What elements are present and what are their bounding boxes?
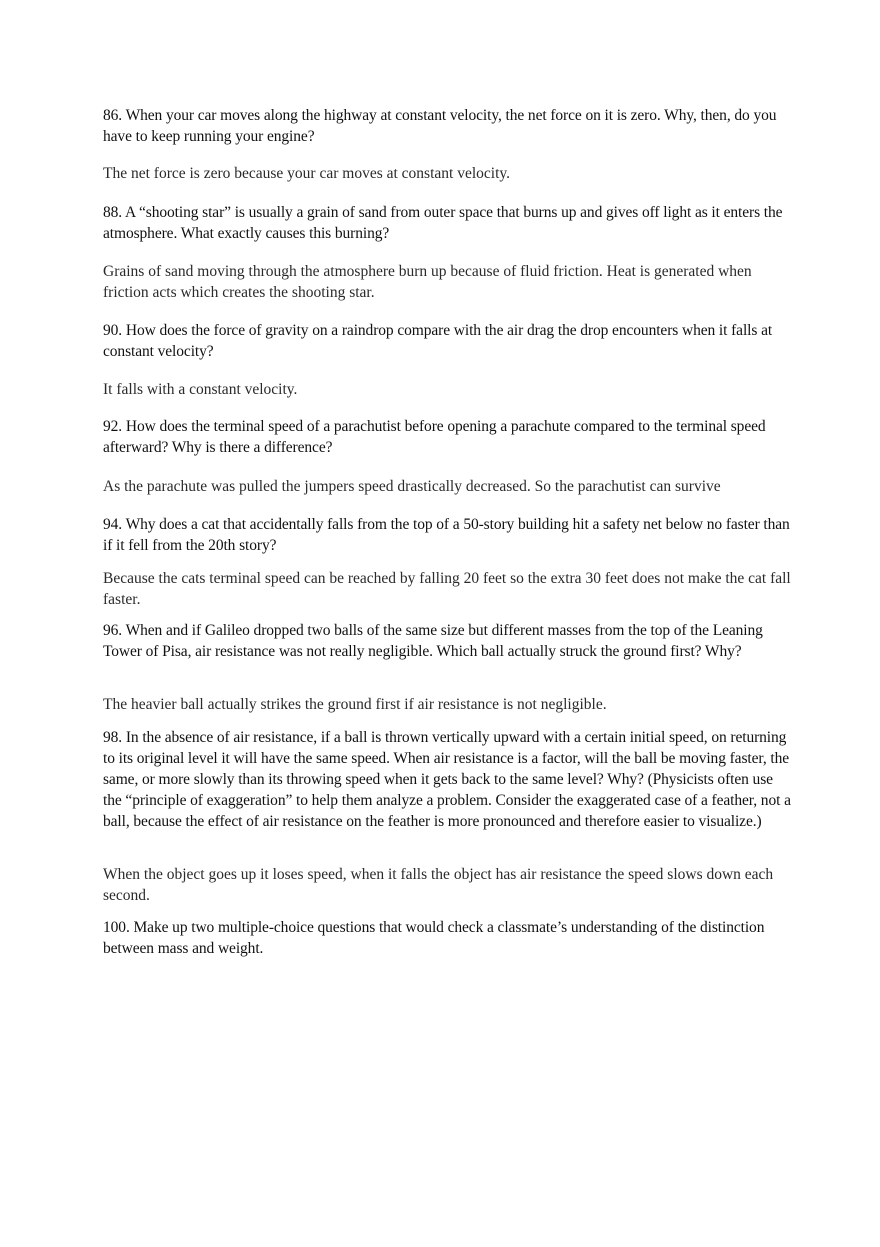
answer-88: Grains of sand moving through the atmosphere burn up because of fluid friction. Heat is generated when friction acts which creates the shooting star. (103, 263, 752, 301)
question-98: 98. In the absence of air resistance, if a ball is thrown vertically upward with a certain initial speed, on returning to its original level it will have the same speed. When air resistance is a factor, will the ball be moving faster, the same, or more slowly than its throwing speed when it gets back to the same level? Why? (Physicists often use the “principle of exaggeration” to help them analyze a problem. Consider the exaggerated case of a feather, not a ball, because the effect of air resistance on the feather is more pronounced and therefore easier to visualize.) (103, 729, 791, 830)
question-86: 86. When your car moves along the highway at constant velocity, the net force on it is zero. Why, then, do you have to keep running your engine? (103, 107, 777, 145)
question-100: 100. Make up two multiple-choice questions that would check a classmate’s understanding of the distinction between mass and weight. (103, 919, 765, 957)
question-88: 88. A “shooting star” is usually a grain of sand from outer space that burns up and gives off light as it enters the atmosphere. What exactly causes this burning? (103, 204, 783, 242)
question-96: 96. When and if Galileo dropped two balls of the same size but different masses from the top of the Leaning Tower of Pisa, air resistance was not really negligible. Which ball actually struck the ground first? Why? (103, 622, 763, 660)
answer-94: Because the cats terminal speed can be reached by falling 20 feet so the extra 30 feet does not make the cat fall faster. (103, 570, 791, 608)
question-92: 92. How does the terminal speed of a parachutist before opening a parachute compared to the terminal speed afterward? Why is there a difference? (103, 418, 766, 456)
answer-96: The heavier ball actually strikes the ground first if air resistance is not negligible. (103, 696, 607, 713)
answer-86: The net force is zero because your car moves at constant velocity. (103, 165, 510, 182)
answer-98: When the object goes up it loses speed, when it falls the object has air resistance the speed slows down each second. (103, 866, 774, 904)
answer-90: It falls with a constant velocity. (103, 381, 298, 398)
question-94: 94. Why does a cat that accidentally falls from the top of a 50-story building hit a safety net below no faster than if it fell from the 20th story? (103, 516, 790, 554)
question-90: 90. How does the force of gravity on a raindrop compare with the air drag the drop encounters when it falls at constant velocity? (103, 322, 773, 360)
answer-92: As the parachute was pulled the jumpers speed drastically decreased. So the parachutist can survive (103, 478, 721, 495)
